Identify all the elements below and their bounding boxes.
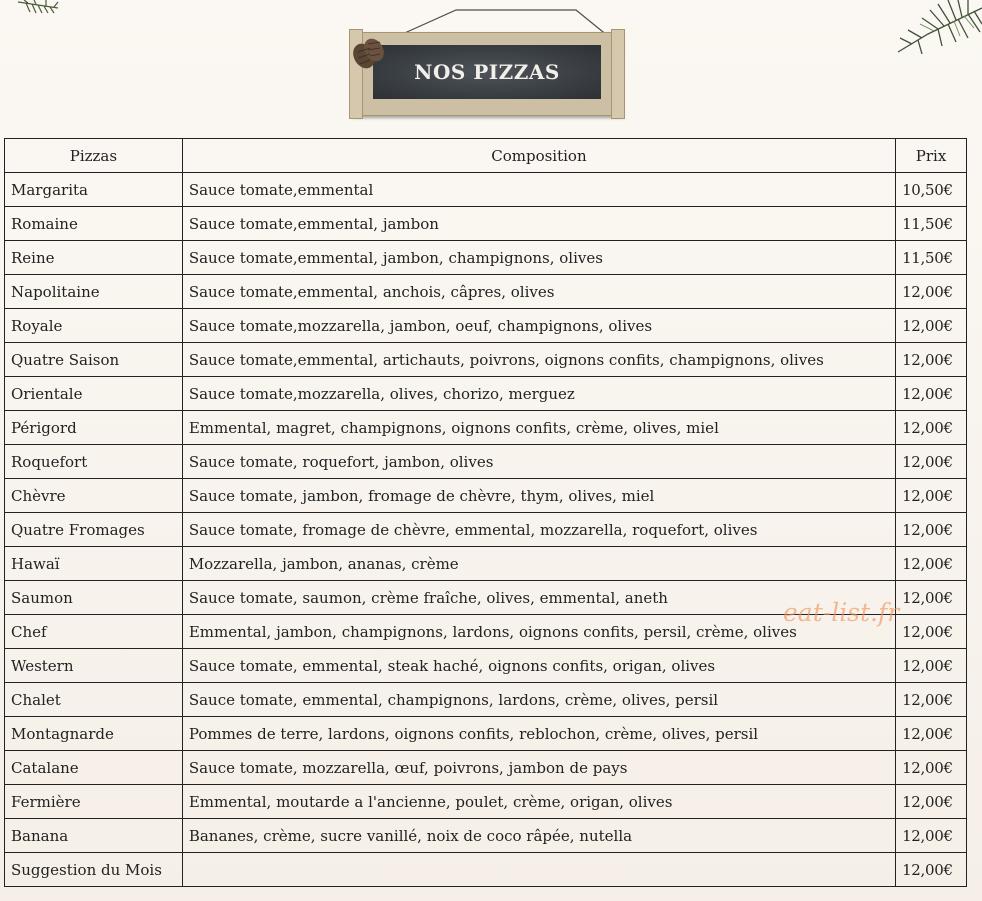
pine-branch-right-icon [878, 0, 982, 54]
pizza-composition: Sauce tomate,emmental, artichauts, poivrons, oignons confits, champignons, olives [182, 343, 895, 377]
pizza-composition: Sauce tomate,mozzarella, jambon, oeuf, champignons, olives [182, 309, 895, 343]
pizza-name: Reine [5, 241, 183, 275]
pizza-name: Orientale [5, 377, 183, 411]
pizza-composition: Sauce tomate,emmental [182, 173, 895, 207]
header-sign [346, 6, 626, 120]
sign-frame [352, 32, 622, 116]
pizza-price: 12,00€ [896, 445, 967, 479]
pizza-price: 12,00€ [896, 343, 967, 377]
table-row [5, 547, 967, 581]
pizza-price: 11,50€ [896, 241, 967, 275]
pizza-price: 12,00€ [896, 785, 967, 819]
pizza-name: Chef [5, 615, 183, 649]
pizza-name: Saumon [5, 581, 183, 615]
pizza-price: 11,50€ [896, 207, 967, 241]
pizza-composition: Emmental, magret, champignons, oignons confits, crème, olives, miel [182, 411, 895, 445]
pizza-price: 12,00€ [896, 615, 967, 649]
table-row [5, 513, 967, 547]
pizza-name: Montagnarde [5, 717, 183, 751]
pizza-price: 12,00€ [896, 309, 967, 343]
pizza-composition: Pommes de terre, lardons, oignons confits, reblochon, crème, olives, persil [182, 717, 895, 751]
pizza-composition: Emmental, moutarde a l'ancienne, poulet, crème, origan, olives [182, 785, 895, 819]
sign-board [373, 45, 601, 99]
pizza-price: 12,00€ [896, 411, 967, 445]
pizza-composition: Sauce tomate,emmental, jambon, champignons, olives [182, 241, 895, 275]
pizza-name: Royale [5, 309, 183, 343]
pizza-price: 12,00€ [896, 581, 967, 615]
table-row [5, 445, 967, 479]
pizza-name: Périgord [5, 411, 183, 445]
column-header-prix: Prix [896, 139, 967, 173]
table-row [5, 411, 967, 445]
pizza-composition: Mozzarella, jambon, ananas, crème [182, 547, 895, 581]
pizza-name: Roquefort [5, 445, 183, 479]
pizza-price: 12,00€ [896, 513, 967, 547]
table-row [5, 683, 967, 717]
table-row [5, 377, 967, 411]
pizza-composition: Emmental, jambon, champignons, lardons, oignons confits, persil, crème, olives [182, 615, 895, 649]
table-row [5, 751, 967, 785]
pizza-composition: Sauce tomate, saumon, crème fraîche, olives, emmental, aneth [182, 581, 895, 615]
pinecone-icon [348, 32, 388, 72]
pizza-name: Quatre Fromages [5, 513, 183, 547]
pizza-name: Romaine [5, 207, 183, 241]
pizza-name: Suggestion du Mois [5, 853, 183, 887]
table-row [5, 819, 967, 853]
pizza-name: Fermière [5, 785, 183, 819]
pizza-name: Chèvre [5, 479, 183, 513]
pizza-composition: Sauce tomate,emmental, jambon [182, 207, 895, 241]
pizza-composition [182, 853, 895, 887]
pizza-composition: Bananes, crème, sucre vanillé, noix de coco râpée, nutella [182, 819, 895, 853]
table-row [5, 649, 967, 683]
pizza-price: 12,00€ [896, 377, 967, 411]
table-row [5, 309, 967, 343]
table-row [5, 853, 967, 887]
pizza-name: Napolitaine [5, 275, 183, 309]
pizza-price: 12,00€ [896, 275, 967, 309]
pizza-composition: Sauce tomate,emmental, anchois, câpres, olives [182, 275, 895, 309]
pizza-composition: Sauce tomate, roquefort, jambon, olives [182, 445, 895, 479]
table-row [5, 275, 967, 309]
table-header-row [5, 139, 967, 173]
pizza-name: Quatre Saison [5, 343, 183, 377]
pizza-composition: Sauce tomate, mozzarella, œuf, poivrons, jambon de pays [182, 751, 895, 785]
pizza-name: Chalet [5, 683, 183, 717]
pizza-composition: Sauce tomate, jambon, fromage de chèvre, thym, olives, miel [182, 479, 895, 513]
pizza-composition: Sauce tomate,mozzarella, olives, chorizo, merguez [182, 377, 895, 411]
pizza-composition: Sauce tomate, emmental, champignons, lardons, crème, olives, persil [182, 683, 895, 717]
pizza-price: 12,00€ [896, 547, 967, 581]
pizza-name: Western [5, 649, 183, 683]
page-title: NOS PIZZAS [414, 60, 560, 84]
column-header-pizzas: Pizzas [5, 139, 183, 173]
pizza-name: Hawaï [5, 547, 183, 581]
pizza-menu-table [4, 138, 967, 887]
pizza-price: 12,00€ [896, 819, 967, 853]
pizza-price: 12,00€ [896, 683, 967, 717]
pine-branch-left-icon [18, 0, 78, 14]
pizza-price: 10,50€ [896, 173, 967, 207]
table-row [5, 717, 967, 751]
pizza-name: Margarita [5, 173, 183, 207]
table-row [5, 207, 967, 241]
pizza-composition: Sauce tomate, emmental, steak haché, oignons confits, origan, olives [182, 649, 895, 683]
table-row [5, 479, 967, 513]
column-header-composition: Composition [182, 139, 895, 173]
pizza-price: 12,00€ [896, 853, 967, 887]
pizza-name: Catalane [5, 751, 183, 785]
table-row [5, 343, 967, 377]
pizza-price: 12,00€ [896, 717, 967, 751]
table-row [5, 785, 967, 819]
pizza-price: 12,00€ [896, 479, 967, 513]
watermark: eat-list.fr [783, 598, 900, 627]
pizza-name: Banana [5, 819, 183, 853]
table-row [5, 241, 967, 275]
pizza-composition: Sauce tomate, fromage de chèvre, emmental, mozzarella, roquefort, olives [182, 513, 895, 547]
pizza-price: 12,00€ [896, 751, 967, 785]
pizza-price: 12,00€ [896, 649, 967, 683]
table-row [5, 173, 967, 207]
